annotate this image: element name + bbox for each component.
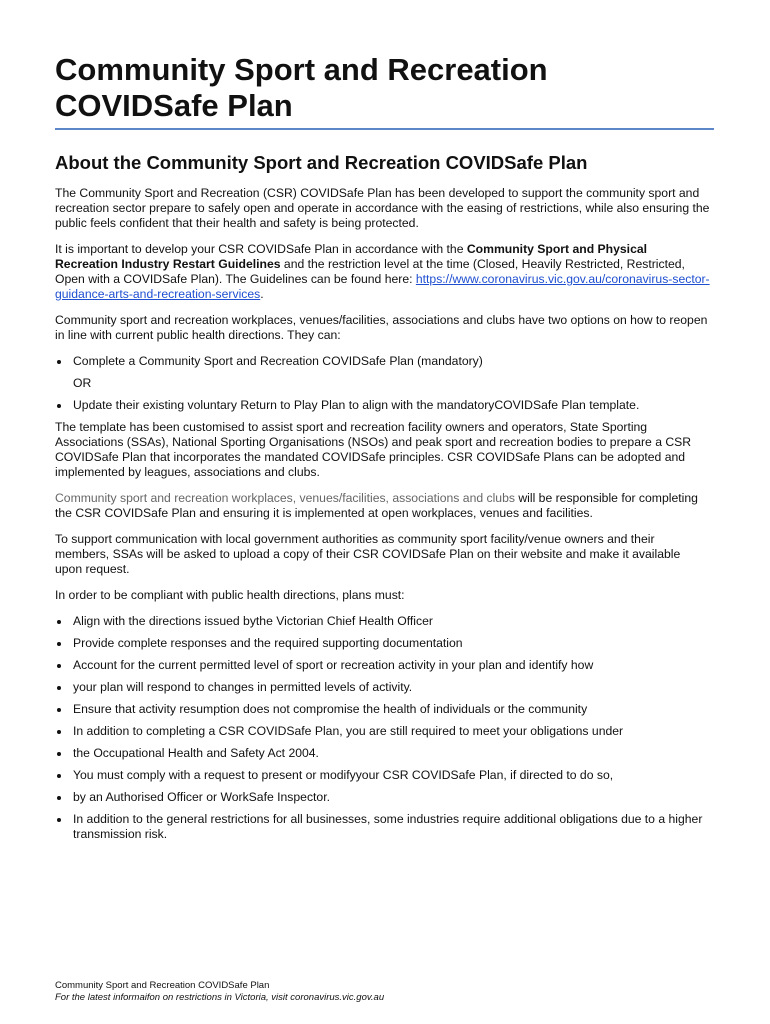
compliance-intro-paragraph: In order to be compliant with public health directions, plans must: — [55, 588, 405, 602]
template-paragraph: The template has been customised to assist sport and recreation facility owners and operators, State Sporting Associations (SSAs), National Sporting Organisations (NSOs) and peak sport and recreation bodies to prepare a CSR COVIDSafe Plan that incorporates the mandated COVIDSafe principles. CSR COVIDSafe Plans can be adopted and implemented by leagues, associations and clubs. — [55, 420, 692, 479]
requirements-list — [55, 614, 710, 842]
guidelines-paragraph — [55, 242, 710, 302]
guidelines-title: Community Sport and Physical Recreation Industry Restart Guidelines — [55, 242, 648, 271]
intro-paragraph: The Community Sport and Recreation (CSR) COVIDSafe Plan has been developed to support the community sport and recreation sector prepare to safely open and operate in accordance with the easing of restrictions, while also ensuring the public feels confident that their health and safety is being protected. — [55, 186, 710, 230]
responsibility-text: will be responsible for completing the CSR COVIDSafe Plan and ensuring it is implemented at open workplaces, venues and facilities. — [55, 491, 698, 520]
communication-paragraph: To support communication with local government authorities as community sport facility/venue owners and their members, SSAs will be asked to upload a copy of their CSR COVIDSafe Plan on their website and make it available upon request. — [55, 532, 681, 576]
requirement-item: Account for the current permitted level of sport or recreation activity in your plan and identify how — [55, 658, 710, 673]
requirement-item: In addition to completing a CSR COVIDSafe Plan, you are still required to meet your obligations under — [55, 724, 710, 739]
guidelines-text-start: It is important to develop your CSR COVIDSafe Plan in accordance with the — [55, 242, 467, 256]
requirement-item: Align with the directions issued bythe Victorian Chief Health Officer — [55, 614, 710, 629]
option-item-2: Update their existing voluntary Return to Play Plan to align with the mandatoryCOVIDSafe Plan template. — [55, 398, 710, 413]
option-item-1: Complete a Community Sport and Recreation COVIDSafe Plan (mandatory) — [55, 354, 710, 369]
requirement-item: In addition to the general restrictions for all businesses, some industries require additional obligations due to a higher transmission risk. — [55, 812, 710, 842]
requirement-item: Provide complete responses and the required supporting documentation — [55, 636, 710, 651]
requirement-item: by an Authorised Officer or WorkSafe Inspector. — [55, 790, 710, 805]
page-title: Community Sport and Recreation COVIDSafe Plan — [55, 52, 548, 123]
or-separator: OR — [73, 376, 92, 390]
document-body — [55, 186, 710, 849]
page-footer — [55, 980, 384, 1004]
section-heading: About the Community Sport and Recreation COVIDSafe Plan — [55, 152, 588, 173]
footer-note: For the latest informaifon on restrictions in Victoria, visit coronavirus.vic.gov.au — [55, 992, 385, 1003]
guidelines-text-mid: and the restriction level at the time (Closed, Heavily Restricted, Restricted, Open with a COVIDSafe Plan). The Guidelines can be found here: — [55, 257, 685, 286]
guidelines-text-end: . — [260, 287, 264, 301]
guidelines-link[interactable]: https://www.coronavirus.vic.gov.au/coronavirus-sector-guidance-arts-and-recreation-services — [55, 272, 710, 301]
options-list-2 — [55, 398, 710, 413]
options-list — [55, 354, 710, 369]
title-divider — [55, 128, 714, 130]
responsibility-paragraph — [55, 491, 710, 521]
responsibility-grey-text: Community sport and recreation workplaces, venues/facilities, associations and clubs — [55, 491, 515, 505]
requirement-item: the Occupational Health and Safety Act 2004. — [55, 746, 710, 761]
footer-title: Community Sport and Recreation COVIDSafe Plan — [55, 980, 270, 991]
requirement-item: your plan will respond to changes in permitted levels of activity. — [55, 680, 710, 695]
options-intro-paragraph: Community sport and recreation workplaces, venues/facilities, associations and clubs have two options on how to reopen in line with current public health directions. They can: — [55, 313, 708, 342]
requirement-item: Ensure that activity resumption does not compromise the health of individuals or the community — [55, 702, 710, 717]
requirement-item: You must comply with a request to present or modifyyour CSR COVIDSafe Plan, if directed to do so, — [55, 768, 710, 783]
